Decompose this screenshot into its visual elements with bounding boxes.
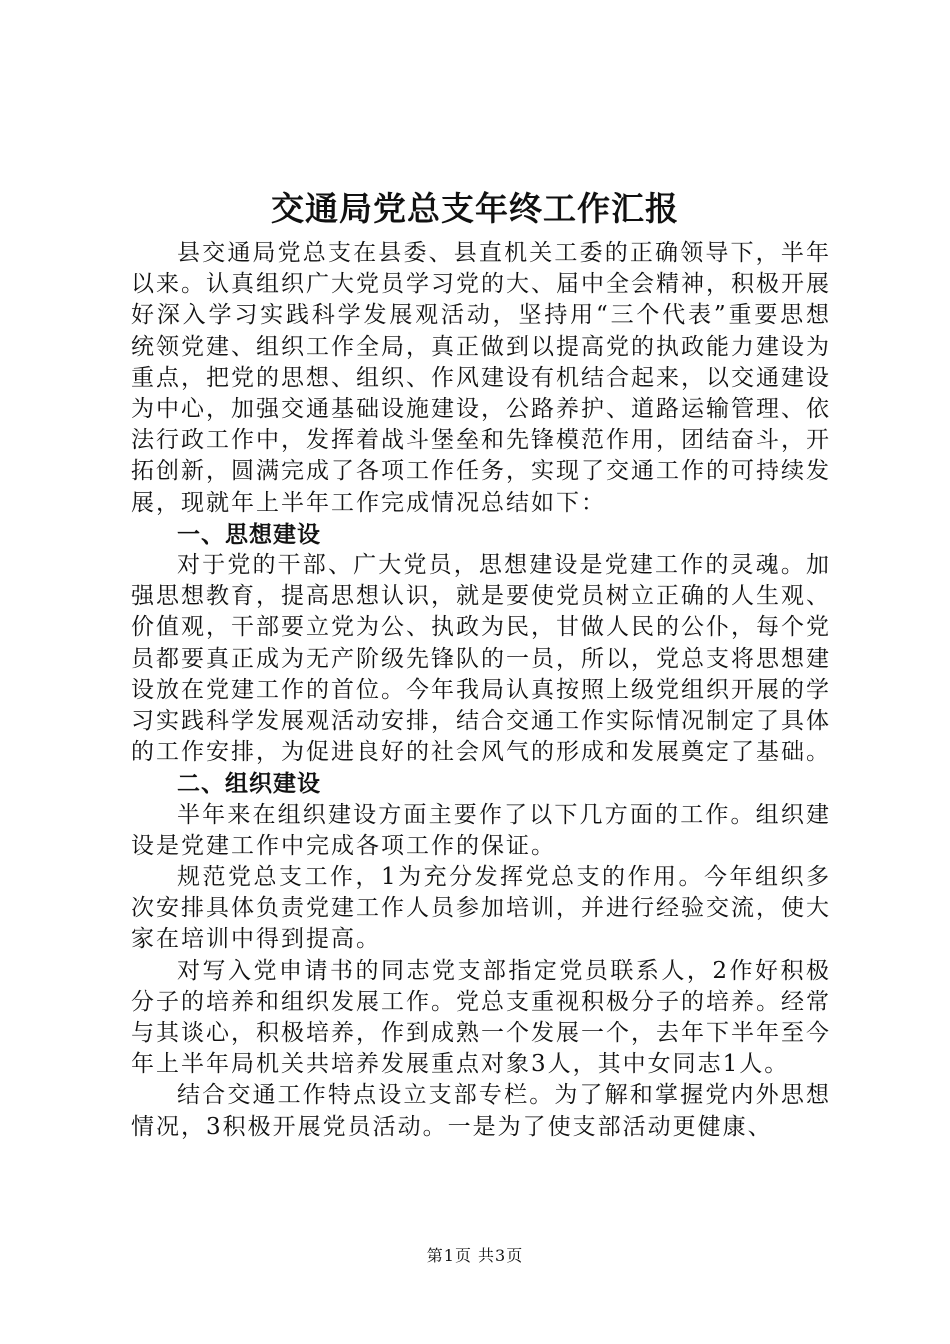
section-heading-organization: 二、组织建设: [177, 770, 321, 798]
paragraph-organization-intro: 半年来在组织建设方面主要作了以下几方面的工作。组织建设是党建工作中完成各项工作的保证。: [131, 801, 831, 859]
section-heading-ideology: 一、思想建设: [177, 520, 321, 548]
paragraph-organization-2: 对写入党申请书的同志党支部指定党员联系人，2作好积极分子的培养和组织发展工作。党总支重视积极分子的培养。经常与其谈心，积极培养，作到成熟一个发展一个，去年下半年至今年上半年局机关共培养发展重点对象3人，其中女同志1人。: [131, 957, 831, 1078]
document-title: 交通局党总支年终工作汇报: [271, 189, 679, 228]
paragraph-ideology: 对于党的干部、广大党员，思想建设是党建工作的灵魂。加强思想教育，提高思想认识，就是要使党员树立正确的人生观、价值观，干部要立党为公、执政为民，甘做人民的公仆，每个党员都要真正成为无产阶级先锋队的一员，所以，党总支将思想建设放在党建工作的首位。今年我局认真按照上级党组织开展的学习实践科学发展观活动安排，结合交通工作实际情况制定了具体的工作安排，为促进良好的社会风气的形成和发展奠定了基础。: [131, 552, 831, 766]
intro-paragraph: 县交通局党总支在县委、县直机关工委的正确领导下，半年以来。认真组织广大党员学习党的大、届中全会精神，积极开展好深入学习实践科学发展观活动，坚持用“三个代表”重要思想统领党建、组织工作全局，真正做到以提高党的执政能力建设为重点，把党的思想、组织、作风建设有机结合起来，以交通建设为中心，加强交通基础设施建设，公路养护、道路运输管理、依法行政工作中，发挥着战斗堡垒和先锋模范作用，团结奋斗，开拓创新，圆满完成了各项工作任务，实现了交通工作的可持续发展，现就年上半年工作完成情况总结如下：: [131, 240, 831, 516]
paragraph-organization-3: 结合交通工作特点设立支部专栏。为了解和掌握党内外思想情况，3积极开展党员活动。一是为了使支部活动更健康、: [131, 1082, 831, 1140]
page-number: 第1页 共3页: [426, 1246, 524, 1265]
paragraph-organization-1: 规范党总支工作，1为充分发挥党总支的作用。今年组织多次安排具体负责党建工作人员参加培训，并进行经验交流，使大家在培训中得到提高。: [131, 864, 831, 953]
document-body: [131, 238, 831, 1143]
